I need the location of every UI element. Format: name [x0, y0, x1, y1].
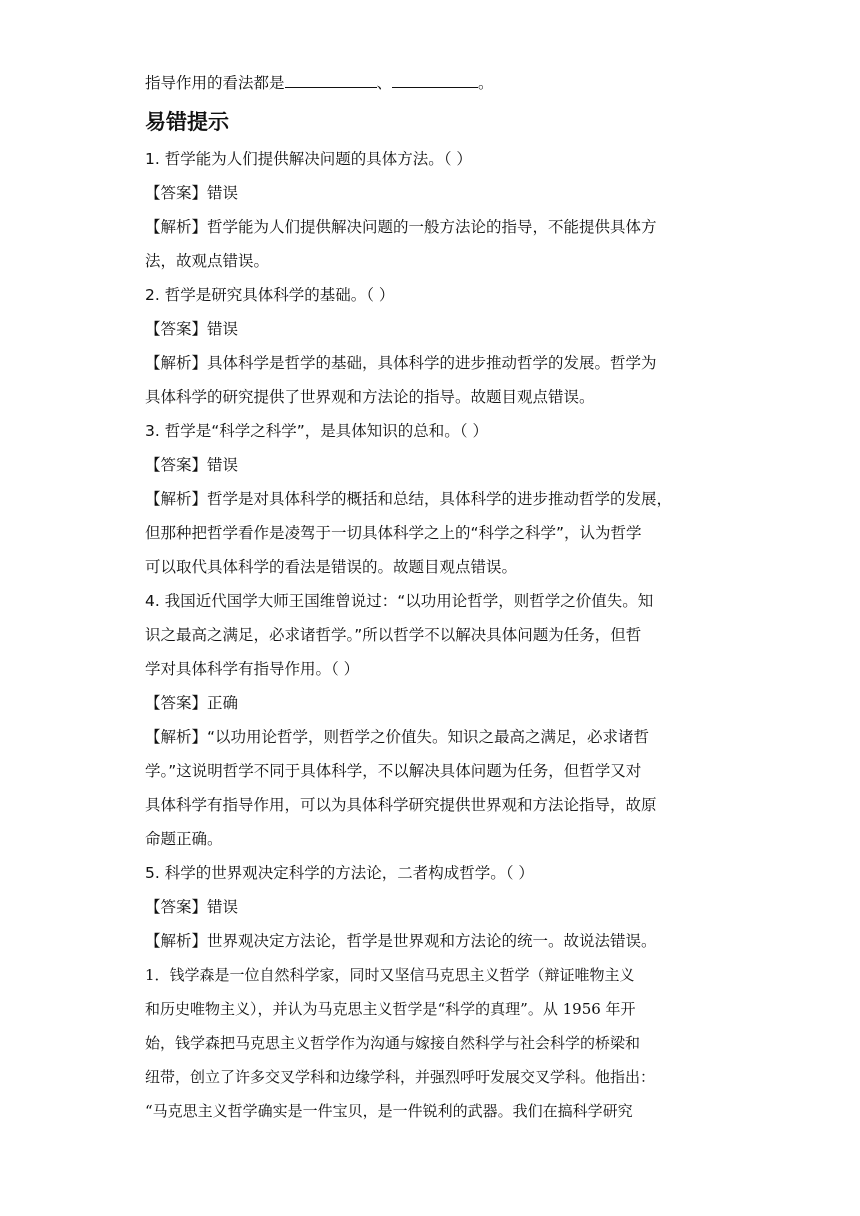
- passage-line-2: 和历史唯物主义），并认为马克思主义哲学是“科学的真理”。从 1956 年开: [145, 1000, 636, 1018]
- analysis-4-line-3: 具体科学有指导作用，可以为具体科学研究提供世界观和方法论指导，故原: [145, 796, 657, 814]
- fill-in-line: [145, 66, 725, 100]
- fill-in-text: 指导作用的看法都是: [145, 74, 285, 92]
- passage-line-5: “马克思主义哲学确实是一件宝贝，是一件锐利的武器。我们在搞科学研究: [145, 1102, 633, 1120]
- question-4-line-1: 4. 我国近代国学大师王国维曾说过：“以功用论哲学，则哲学之价值失。知: [145, 592, 654, 610]
- fill-in-separator: 、: [376, 74, 393, 92]
- answer-5: 【答案】错误: [145, 898, 239, 916]
- answer-blank-2[interactable]: [392, 69, 478, 88]
- analysis-1-line-1: 【解析】哲学能为人们提供解决问题的一般方法论的指导，不能提供具体方: [145, 218, 657, 236]
- analysis-5-line-1: 【解析】世界观决定方法论，哲学是世界观和方法论的统一。故说法错误。: [145, 932, 657, 950]
- passage-line-4: 纽带，创立了许多交叉学科和边缘学科，并强烈呼吁发展交叉学科。他指出：: [145, 1068, 656, 1086]
- question-4-line-3: 学对具体科学有指导作用。（ ）: [145, 660, 360, 678]
- answer-blank-1[interactable]: [285, 69, 377, 88]
- answer-3: 【答案】错误: [145, 456, 239, 474]
- analysis-3-line-2: 但那种把哲学看作是凌驾于一切具体科学之上的“科学之科学”，认为哲学: [145, 524, 642, 542]
- question-5: 5. 科学的世界观决定科学的方法论，二者构成哲学。（ ）: [145, 864, 534, 882]
- analysis-2-line-1: 【解析】具体科学是哲学的基础，具体科学的进步推动哲学的发展。哲学为: [145, 354, 657, 372]
- fill-in-end: 。: [478, 74, 494, 92]
- passage-line-1: 1．钱学森是一位自然科学家，同时又坚信马克思主义哲学（辩证唯物主义: [145, 966, 635, 984]
- answer-2: 【答案】错误: [145, 320, 239, 338]
- passage-line-3: 始，钱学森把马克思主义哲学作为沟通与嫁接自然科学与社会科学的桥梁和: [145, 1034, 641, 1052]
- analysis-4-line-2: 学。”这说明哲学不同于具体科学，不以解决具体问题为任务，但哲学又对: [145, 762, 642, 780]
- document-content: [145, 0, 725, 1128]
- question-3: 3. 哲学是“科学之科学”，是具体知识的总和。（ ）: [145, 422, 488, 440]
- analysis-3-line-1: 【解析】哲学是对具体科学的概括和总结，具体科学的进步推动哲学的发展，: [145, 490, 673, 508]
- analysis-2-line-2: 具体科学的研究提供了世界观和方法论的指导。故题目观点错误。: [145, 388, 595, 406]
- question-4-line-2: 识之最高之满足，必求诸哲学。”所以哲学不以解决具体问题为任务，但哲: [145, 626, 642, 644]
- answer-4: 【答案】正确: [145, 694, 239, 712]
- question-1: 1. 哲学能为人们提供解决问题的具体方法。（ ）: [145, 150, 472, 168]
- analysis-3-line-3: 可以取代具体科学的看法是错误的。故题目观点错误。: [145, 558, 518, 576]
- question-2: 2. 哲学是研究具体科学的基础。（ ）: [145, 286, 395, 304]
- answer-1: 【答案】错误: [145, 184, 239, 202]
- analysis-1-line-2: 法，故观点错误。: [145, 252, 270, 270]
- analysis-4-line-4: 命题正确。: [145, 830, 223, 848]
- section-title: 易错提示: [145, 110, 229, 134]
- analysis-4-line-1: 【解析】“以功用论哲学，则哲学之价值失。知识之最高之满足，必求诸哲: [145, 728, 650, 746]
